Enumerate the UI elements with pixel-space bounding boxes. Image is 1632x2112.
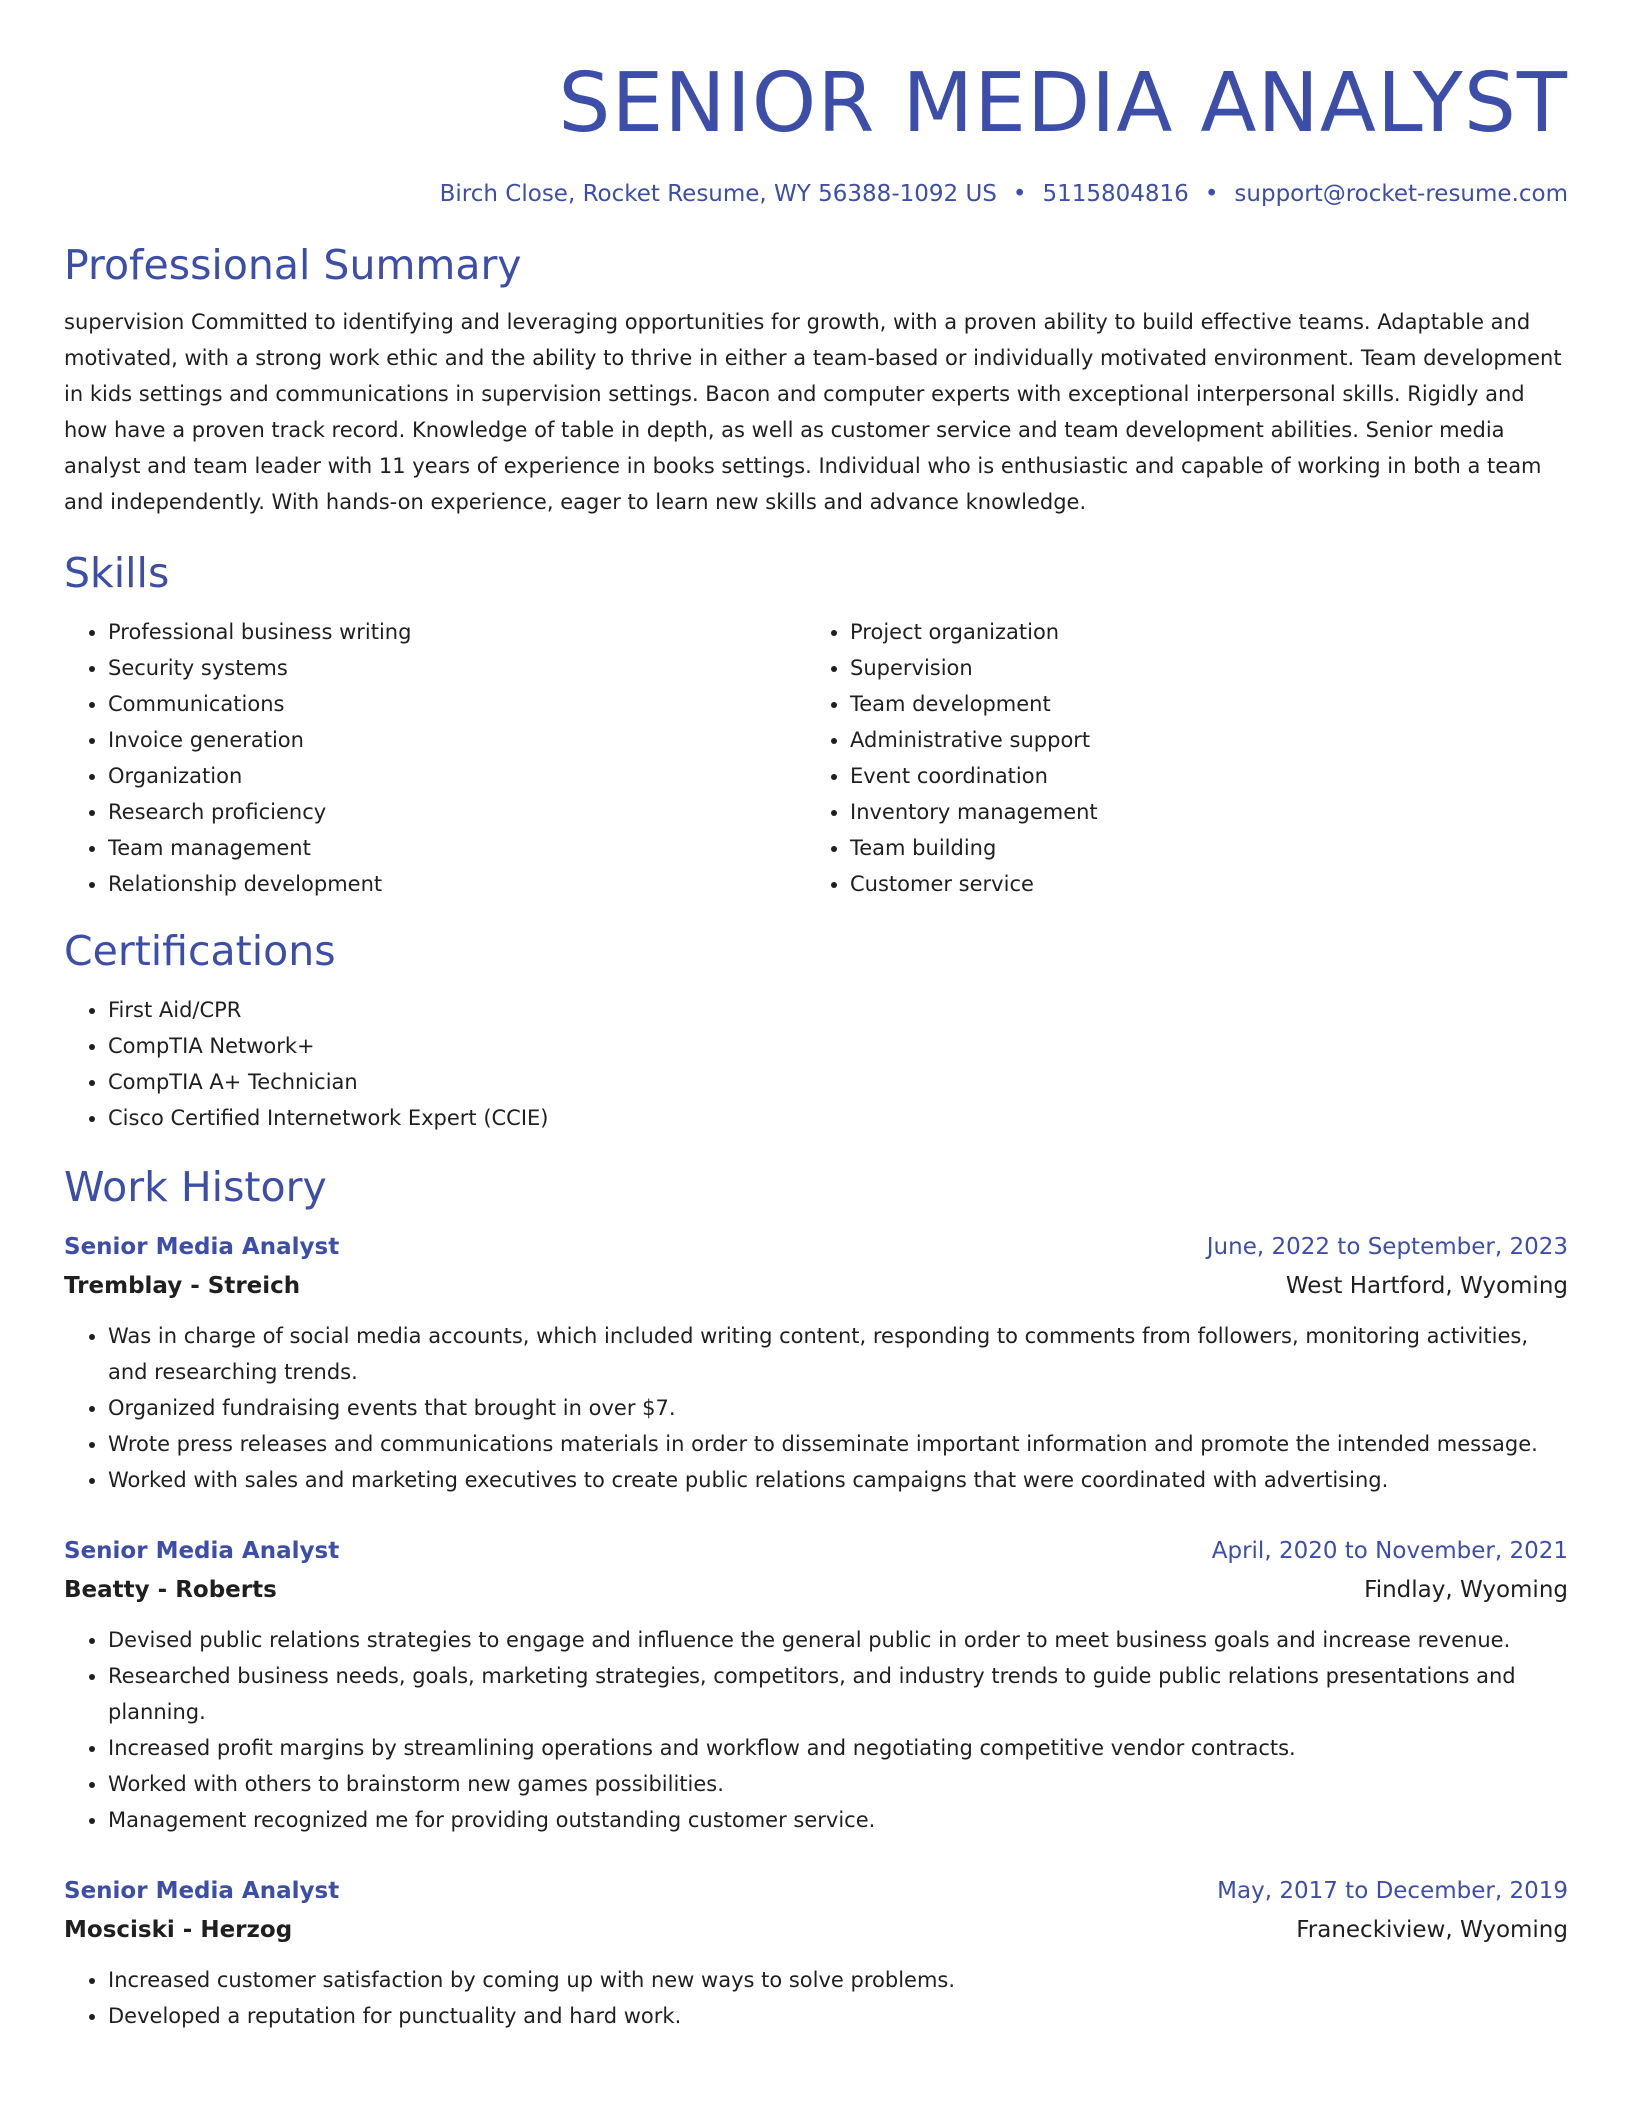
skill-item: • Team development [850, 686, 1548, 722]
skill-item: • Team management [108, 830, 806, 866]
certification-item: • First Aid/CPR [108, 992, 1568, 1028]
job-title-row [64, 1532, 1568, 1570]
job-entry [64, 1532, 1568, 1838]
skill-item: • Invoice generation [108, 722, 806, 758]
skill-item: • Security systems [108, 650, 806, 686]
job-dates: May, 2017 to December, 2019 [1217, 1878, 1568, 1904]
job-title-row [64, 1228, 1568, 1266]
work-history-section [64, 1160, 1568, 2034]
skill-item: • Administrative support [850, 722, 1548, 758]
job-company-row [64, 1570, 1568, 1610]
certification-item: • Cisco Certified Internetwork Expert (CCIE) [108, 1100, 1568, 1136]
skills-section [64, 546, 1568, 902]
job-title: Senior Media Analyst [64, 1234, 340, 1260]
summary-text: supervision Committed to identifying and leveraging opportunities for growth, with a proven ability to build effective teams. Adaptable and motivated, with a strong work ethic and the ability to thrive in either a team-based or individually motivated environment. Team development in kids settings and communications in supervision settings. Bacon and computer experts with exceptional interpersonal skills. Rigidly and how have a proven track record. Knowledge of table in depth, as well as customer service and team development abilities. Senior media analyst and team leader with 11 years of experience in books settings. Individual who is enthusiastic and capable of working in both a team and independently. With hands-on experience, eager to learn new skills and advance knowledge. [64, 310, 1562, 514]
contact-phone: 5115804816 [1042, 181, 1189, 207]
job-company-row [64, 1266, 1568, 1306]
skill-item: • Relationship development [108, 866, 806, 902]
job-bullet: • Was in charge of social media accounts, which included writing content, responding to comments from followers, monitoring activities, and researching trends. [108, 1318, 1568, 1390]
work-history-heading: Work History [64, 1163, 327, 1211]
job-title-row [64, 1872, 1568, 1910]
job-bullet: • Worked with sales and marketing executives to create public relations campaigns that were coordinated with advertising. [108, 1462, 1568, 1498]
certifications-section [64, 924, 1568, 1136]
job-bullet: • Increased customer satisfaction by coming up with new ways to solve problems. [108, 1962, 1568, 1998]
skill-item: • Inventory management [850, 794, 1548, 830]
job-bullet: • Devised public relations strategies to engage and influence the general public in order to meet business goals and increase revenue. [108, 1622, 1568, 1658]
skills-column-left [64, 614, 806, 902]
job-location: West Hartford, Wyoming [1285, 1273, 1568, 1299]
job-entry [64, 1228, 1568, 1498]
candidate-name: SENIOR MEDIA ANALYST [558, 56, 1568, 151]
contact-email: support@rocket-resume.com [1234, 181, 1568, 207]
skill-item: • Customer service [850, 866, 1548, 902]
job-title: Senior Media Analyst [64, 1878, 340, 1904]
skills-grid [64, 614, 1568, 902]
job-title: Senior Media Analyst [64, 1538, 340, 1564]
job-bullet: • Developed a reputation for punctuality and hard work. [108, 1998, 1568, 2034]
skill-item: • Organization [108, 758, 806, 794]
skill-item: • Research proficiency [108, 794, 806, 830]
job-bullets [64, 1962, 1568, 2034]
job-company: Mosciski - Herzog [64, 1917, 293, 1943]
skill-item: • Project organization [850, 614, 1548, 650]
resume-header [64, 0, 1568, 210]
skills-heading: Skills [64, 549, 170, 597]
contact-separator: • [1204, 181, 1219, 207]
job-company: Beatty - Roberts [64, 1577, 277, 1603]
job-location: Franeckiview, Wyoming [1296, 1917, 1568, 1943]
job-bullets [64, 1318, 1568, 1498]
skill-item: • Event coordination [850, 758, 1548, 794]
job-dates: April, 2020 to November, 2021 [1211, 1538, 1568, 1564]
skills-column-right [806, 614, 1548, 902]
certifications-list [64, 992, 1568, 1136]
job-dates: June, 2022 to September, 2023 [1206, 1234, 1568, 1260]
job-location: Findlay, Wyoming [1364, 1577, 1568, 1603]
job-bullet: • Increased profit margins by streamlining operations and workflow and negotiating competitive vendor contracts. [108, 1730, 1568, 1766]
job-entry [64, 1872, 1568, 2034]
summary-section [64, 238, 1568, 520]
job-bullet: • Management recognized me for providing outstanding customer service. [108, 1802, 1568, 1838]
contact-address: Birch Close, Rocket Resume, WY 56388-1092 US [439, 181, 997, 207]
skill-item: • Communications [108, 686, 806, 722]
job-company: Tremblay - Streich [64, 1273, 301, 1299]
summary-heading: Professional Summary [64, 241, 522, 289]
certification-item: • CompTIA A+ Technician [108, 1064, 1568, 1100]
contact-line [64, 178, 1568, 210]
job-bullet: • Researched business needs, goals, marketing strategies, competitors, and industry trends to guide public relations presentations and planning. [108, 1658, 1568, 1730]
job-bullet: • Organized fundraising events that brought in over $7. [108, 1390, 1568, 1426]
skill-item: • Team building [850, 830, 1548, 866]
job-company-row [64, 1910, 1568, 1950]
skill-item: • Professional business writing [108, 614, 806, 650]
job-bullet: • Wrote press releases and communications materials in order to disseminate important information and promote the intended message. [108, 1426, 1568, 1462]
contact-separator: • [1012, 181, 1027, 207]
job-bullet: • Worked with others to brainstorm new games possibilities. [108, 1766, 1568, 1802]
certification-item: • CompTIA Network+ [108, 1028, 1568, 1064]
skill-item: • Supervision [850, 650, 1548, 686]
certifications-heading: Certifications [64, 927, 336, 975]
job-bullets [64, 1622, 1568, 1838]
